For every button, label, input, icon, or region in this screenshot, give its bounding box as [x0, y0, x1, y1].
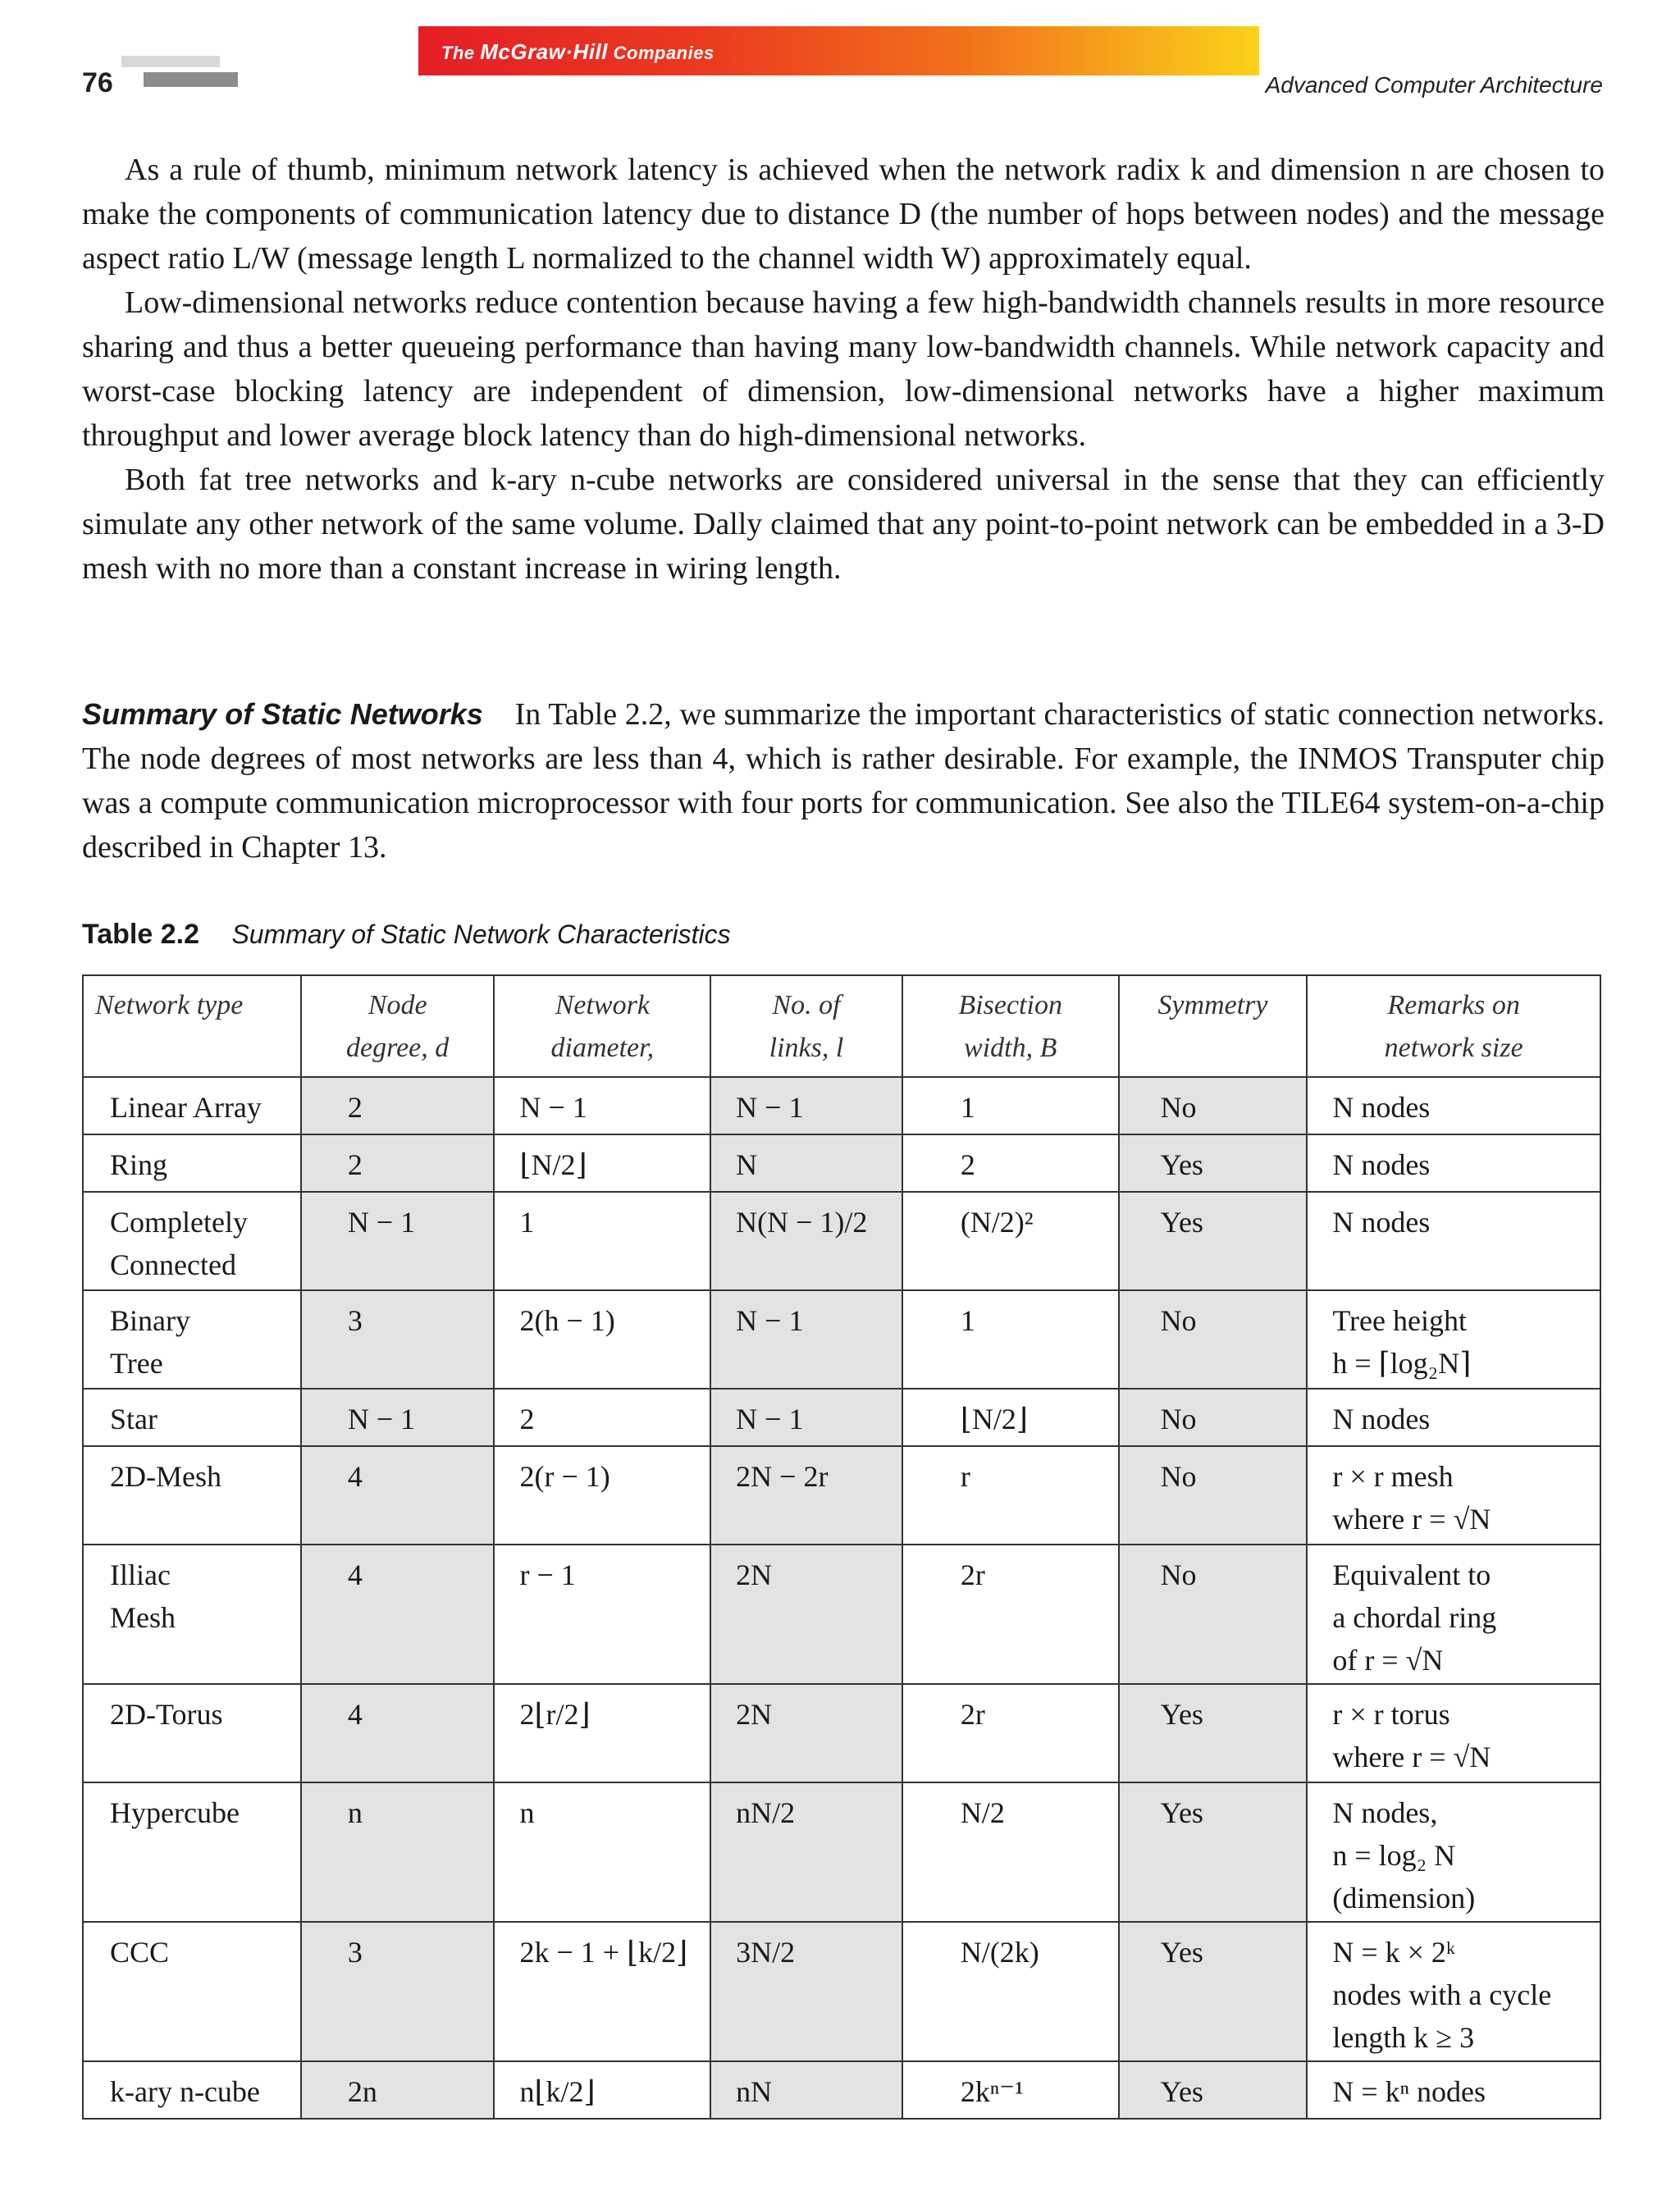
node-degree-cell: n [301, 1782, 495, 1922]
links-cell: 2N [710, 1684, 902, 1782]
diameter-cell: ⌊N/2⌋ [494, 1134, 710, 1192]
table-caption [82, 919, 731, 951]
table-row [83, 2061, 1600, 2119]
network-type-cell: Star [83, 1389, 301, 1446]
header-decoration-dark [144, 72, 238, 87]
symmetry-cell: No [1119, 1389, 1308, 1446]
links-cell: nN/2 [710, 1782, 902, 1922]
remarks-cell: N = kⁿ nodes [1307, 2061, 1600, 2119]
node-degree-cell: N − 1 [301, 1192, 495, 1290]
diameter-cell: 2k − 1 + ⌊k/2⌋ [494, 1922, 710, 2061]
table-row [83, 1389, 1600, 1446]
links-cell: N − 1 [710, 1077, 902, 1134]
table-row [83, 1684, 1600, 1782]
summary-section [82, 692, 1605, 869]
symmetry-cell: Yes [1119, 1684, 1308, 1782]
node-degree-cell: 3 [301, 1290, 495, 1389]
symmetry-cell: Yes [1119, 1192, 1308, 1290]
bisection-width-cell: N/2 [902, 1782, 1119, 1922]
paragraph: Low-dimensional networks reduce contention because having a few high-bandwidth channels results in more resource sharing and thus a better queueing performance than having many low-bandwidth channels. While network capacity and worst-case blocking latency are independent of dimension, low-dimensional networks have a higher maximum throughput and lower average block latency than do high-dimensional networks. [82, 285, 1605, 453]
remarks-cell: Equivalent to a chordal ring of r = √N [1307, 1545, 1600, 1684]
bisection-width-cell: 2r [902, 1684, 1119, 1782]
remarks-cell: r × r torus where r = √N [1307, 1684, 1600, 1782]
network-type-cell: Hypercube [83, 1782, 301, 1922]
diameter-cell: n [494, 1782, 710, 1922]
table-header-row [83, 975, 1600, 1077]
remarks-cell: N nodes [1307, 1134, 1600, 1192]
node-degree-cell: 4 [301, 1446, 495, 1545]
links-cell: nN [710, 2061, 902, 2119]
bisection-width-cell: 2r [902, 1545, 1119, 1684]
symmetry-cell: No [1119, 1545, 1308, 1684]
diameter-cell: N − 1 [494, 1077, 710, 1134]
symmetry-cell: Yes [1119, 1134, 1308, 1192]
column-header: No. of links, l [710, 975, 902, 1077]
publisher-logo-text: The McGraw·Hill Companies [441, 39, 714, 64]
table-label: Table 2.2 [82, 919, 199, 950]
links-cell: N [710, 1134, 902, 1192]
node-degree-cell: 2n [301, 2061, 495, 2119]
diameter-cell: r − 1 [494, 1545, 710, 1684]
network-type-cell: 2D-Mesh [83, 1446, 301, 1545]
diameter-cell: 2(h − 1) [494, 1290, 710, 1389]
diameter-cell: 1 [494, 1192, 710, 1290]
links-cell: N(N − 1)/2 [710, 1192, 902, 1290]
network-type-cell: Completely Connected [83, 1192, 301, 1290]
column-header: Network type [83, 975, 301, 1077]
bisection-width-cell: 2 [902, 1134, 1119, 1192]
symmetry-cell: No [1119, 1077, 1308, 1134]
node-degree-cell: 3 [301, 1922, 495, 2061]
table-row [83, 1922, 1600, 2061]
links-cell: N − 1 [710, 1389, 902, 1446]
column-header: Remarks on network size [1307, 975, 1600, 1077]
symmetry-cell: Yes [1119, 1782, 1308, 1922]
paragraph: As a rule of thumb, minimum network latency is achieved when the network radix k and dimension n are chosen to make the components of communication latency due to distance D (the number of hops between nodes) and the message aspect ratio L/W (message length L normalized to the channel width W) approximately equal. [82, 153, 1605, 276]
static-network-table [82, 974, 1601, 2120]
diameter-cell: 2(r − 1) [494, 1446, 710, 1545]
column-header: Network diameter, [494, 975, 710, 1077]
header-decoration-light [121, 56, 220, 67]
node-degree-cell: 2 [301, 1077, 495, 1134]
bisection-width-cell: (N/2)² [902, 1192, 1119, 1290]
node-degree-cell: 4 [301, 1545, 495, 1684]
column-header: Symmetry [1119, 975, 1308, 1077]
links-cell: 3N/2 [710, 1922, 902, 2061]
remarks-cell: N nodes [1307, 1192, 1600, 1290]
network-type-cell: Binary Tree [83, 1290, 301, 1389]
table-row [83, 1192, 1600, 1290]
remarks-cell: r × r mesh where r = √N [1307, 1446, 1600, 1545]
publisher-banner [418, 26, 1259, 75]
network-type-cell: k-ary n-cube [83, 2061, 301, 2119]
table-title: Summary of Static Network Characteristics [231, 920, 731, 949]
summary-paragraph [82, 692, 1605, 869]
table-row [83, 1134, 1600, 1192]
table-row [83, 1290, 1600, 1389]
bisection-width-cell: ⌊N/2⌋ [902, 1389, 1119, 1446]
remarks-cell: N nodes, n = log₂ N (dimension) [1307, 1782, 1600, 1922]
bisection-width-cell: r [902, 1446, 1119, 1545]
links-cell: N − 1 [710, 1290, 902, 1389]
body-text [82, 148, 1605, 591]
remarks-cell: Tree height h = ⌈log₂N⌉ [1307, 1290, 1600, 1389]
remarks-cell: N nodes [1307, 1077, 1600, 1134]
diameter-cell: n⌊k/2⌋ [494, 2061, 710, 2119]
remarks-cell: N = k × 2ᵏ nodes with a cycle length k ≥ 3 [1307, 1922, 1600, 2061]
links-cell: 2N − 2r [710, 1446, 902, 1545]
summary-heading: Summary of Static Networks [82, 697, 483, 731]
symmetry-cell: No [1119, 1290, 1308, 1389]
bisection-width-cell: 2kⁿ⁻¹ [902, 2061, 1119, 2119]
table-row [83, 1077, 1600, 1134]
node-degree-cell: 4 [301, 1684, 495, 1782]
symmetry-cell: Yes [1119, 1922, 1308, 2061]
network-type-cell: Illiac Mesh [83, 1545, 301, 1684]
page-number: 76 [82, 67, 113, 98]
bisection-width-cell: 1 [902, 1290, 1119, 1389]
table-row [83, 1782, 1600, 1922]
summary-text: In Table 2.2, we summarize the important characteristics of static connection networks. The node degrees of most networks are less than 4, which is rather desirable. For example, the INMOS Transputer chip was a compute communication microprocessor with four ports for communication. See also the TILE64 system-on-a-chip described in Chapter 13. [82, 697, 1605, 865]
table-row [83, 1446, 1600, 1545]
symmetry-cell: No [1119, 1446, 1308, 1545]
network-type-cell: CCC [83, 1922, 301, 2061]
bisection-width-cell: 1 [902, 1077, 1119, 1134]
network-type-cell: Ring [83, 1134, 301, 1192]
bisection-width-cell: N/(2k) [902, 1922, 1119, 2061]
remarks-cell: N nodes [1307, 1389, 1600, 1446]
network-type-cell: 2D-Torus [83, 1684, 301, 1782]
diameter-cell: 2 [494, 1389, 710, 1446]
paragraph: Both fat tree networks and k-ary n-cube networks are considered universal in the sense that they can efficiently simulate any other network of the same volume. Dally claimed that any point-to-point network can be embedded in a 3-D mesh with no more than a constant increase in wiring length. [82, 463, 1605, 586]
column-header: Node degree, d [301, 975, 495, 1077]
running-head: Advanced Computer Architecture [1265, 72, 1603, 98]
column-header: Bisection width, B [902, 975, 1119, 1077]
symmetry-cell: Yes [1119, 2061, 1308, 2119]
network-type-cell: Linear Array [83, 1077, 301, 1134]
node-degree-cell: 2 [301, 1134, 495, 1192]
table-row [83, 1545, 1600, 1684]
diameter-cell: 2⌊r/2⌋ [494, 1684, 710, 1782]
links-cell: 2N [710, 1545, 902, 1684]
node-degree-cell: N − 1 [301, 1389, 495, 1446]
